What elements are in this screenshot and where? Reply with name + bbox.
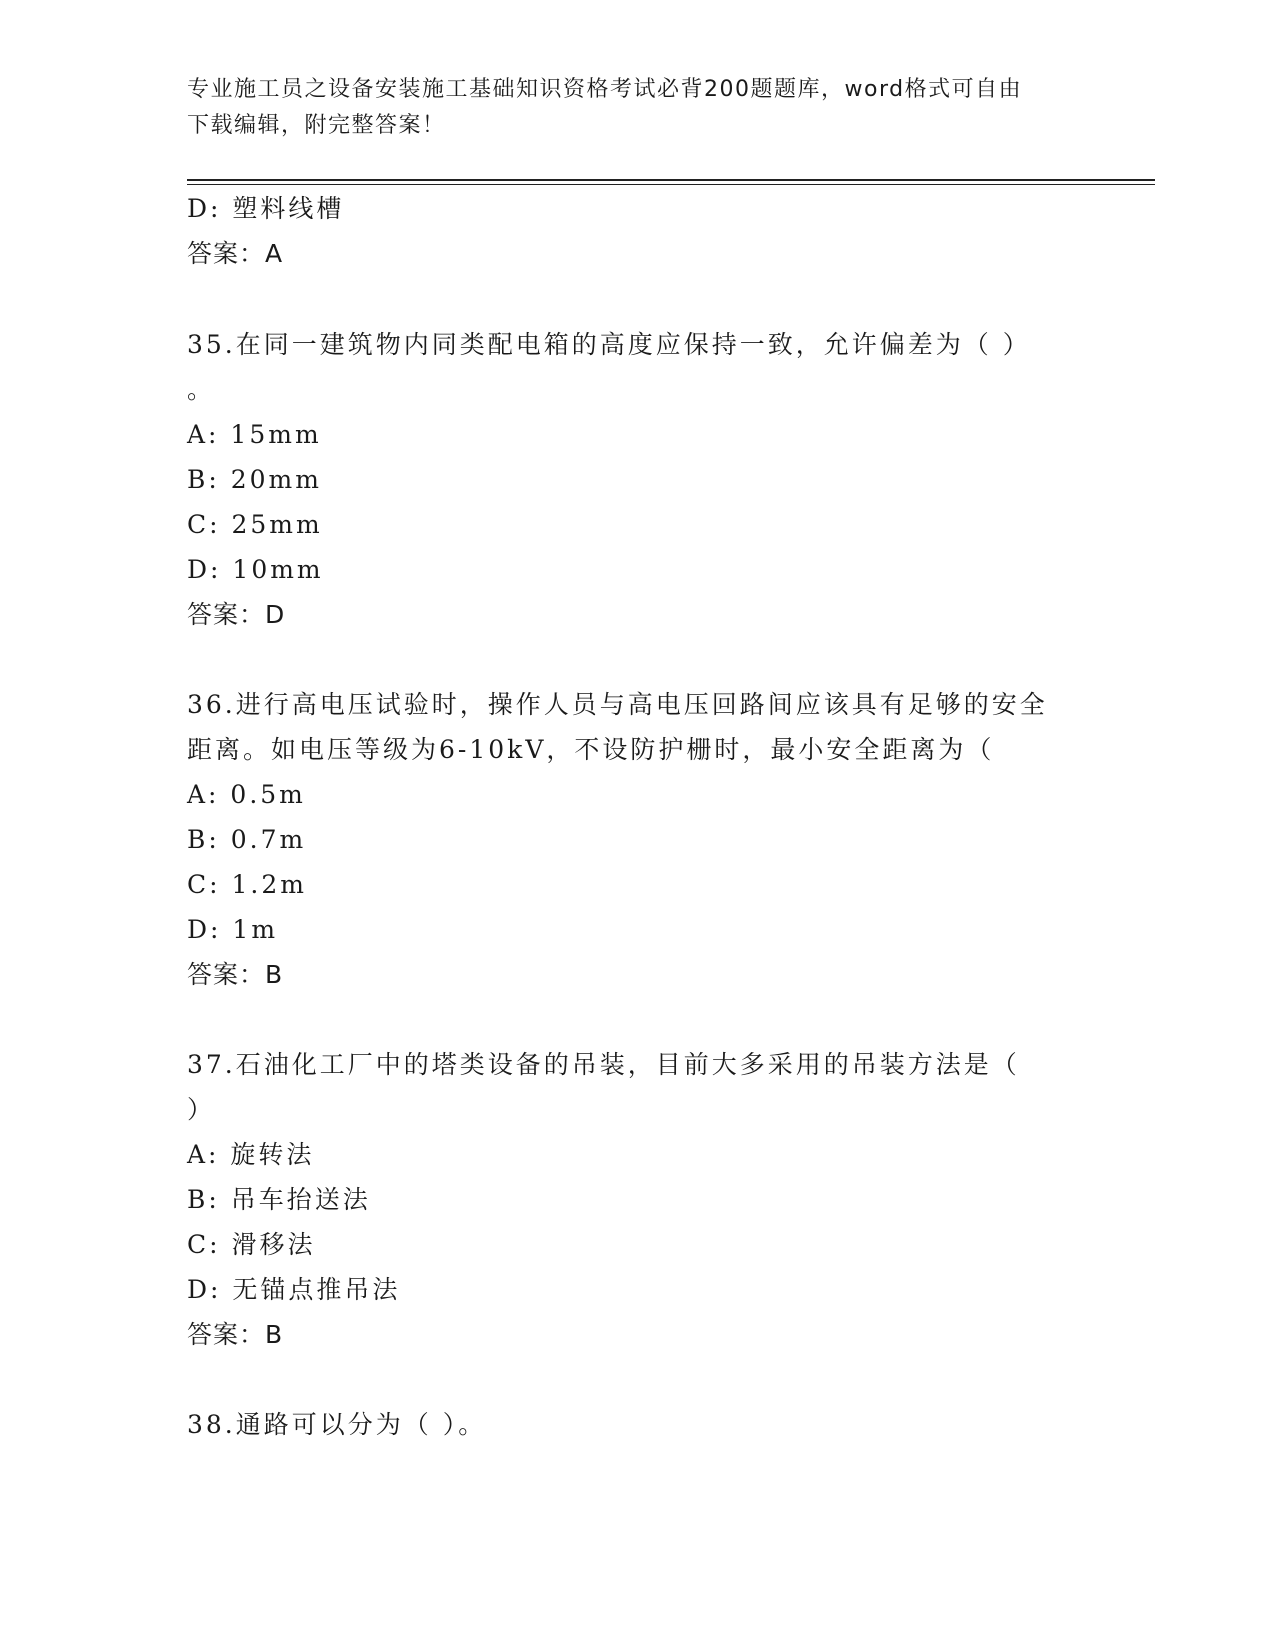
q37-option-d: D: 无锚点推吊法 [187, 1275, 401, 1304]
header-title-line-2: 下载编辑，附完整答案！ [187, 113, 446, 138]
q35-option-d: D: 10mm [187, 555, 324, 584]
q37-option-a: A: 旋转法 [187, 1140, 315, 1169]
q37-option-c: C: 滑移法 [187, 1230, 316, 1259]
q35-option-a: A: 15mm [187, 420, 322, 449]
q35-option-b: B: 20mm [187, 465, 322, 494]
q37-option-b: B: 吊车抬送法 [187, 1185, 371, 1214]
header-rule-thin [187, 184, 1155, 185]
q36-stem-line-2: 距离。如电压等级为6-10kV，不设防护栅时，最小安全距离为（ [187, 735, 995, 764]
q36-option-d: D: 1m [187, 915, 279, 944]
q36-stem-line-1: 36.进行高电压试验时，操作人员与高电压回路间应该具有足够的安全 [187, 690, 1048, 719]
q37-stem-line-2: ） [187, 1095, 216, 1124]
q35-option-c: C: 25mm [187, 510, 323, 539]
q36-answer: 答案：B [187, 960, 284, 989]
prev-option-d: D: 塑料线槽 [187, 194, 345, 223]
document-header [187, 72, 1077, 144]
q36-option-a: A: 0.5m [187, 780, 306, 809]
header-rule-thick [187, 179, 1155, 181]
q35-stem-line-1: 35.在同一建筑物内同类配电箱的高度应保持一致，允许偏差为（ ） [187, 330, 1031, 359]
q36-option-b: B: 0.7m [187, 825, 307, 854]
q37-stem-line-1: 37.石油化工厂中的塔类设备的吊装，目前大多采用的吊装方法是（ [187, 1050, 1020, 1079]
q36-option-c: C: 1.2m [187, 870, 307, 899]
q38-stem-line-1: 38.通路可以分为（ ）。 [187, 1410, 487, 1439]
q37-answer: 答案：B [187, 1320, 284, 1349]
q35-stem-line-2: 。 [187, 375, 216, 404]
q35-answer: 答案：D [187, 600, 286, 629]
header-title-line-1: 专业施工员之设备安装施工基础知识资格考试必背200题题库，word格式可自由 [187, 77, 1023, 102]
prev-answer: 答案：A [187, 239, 284, 268]
